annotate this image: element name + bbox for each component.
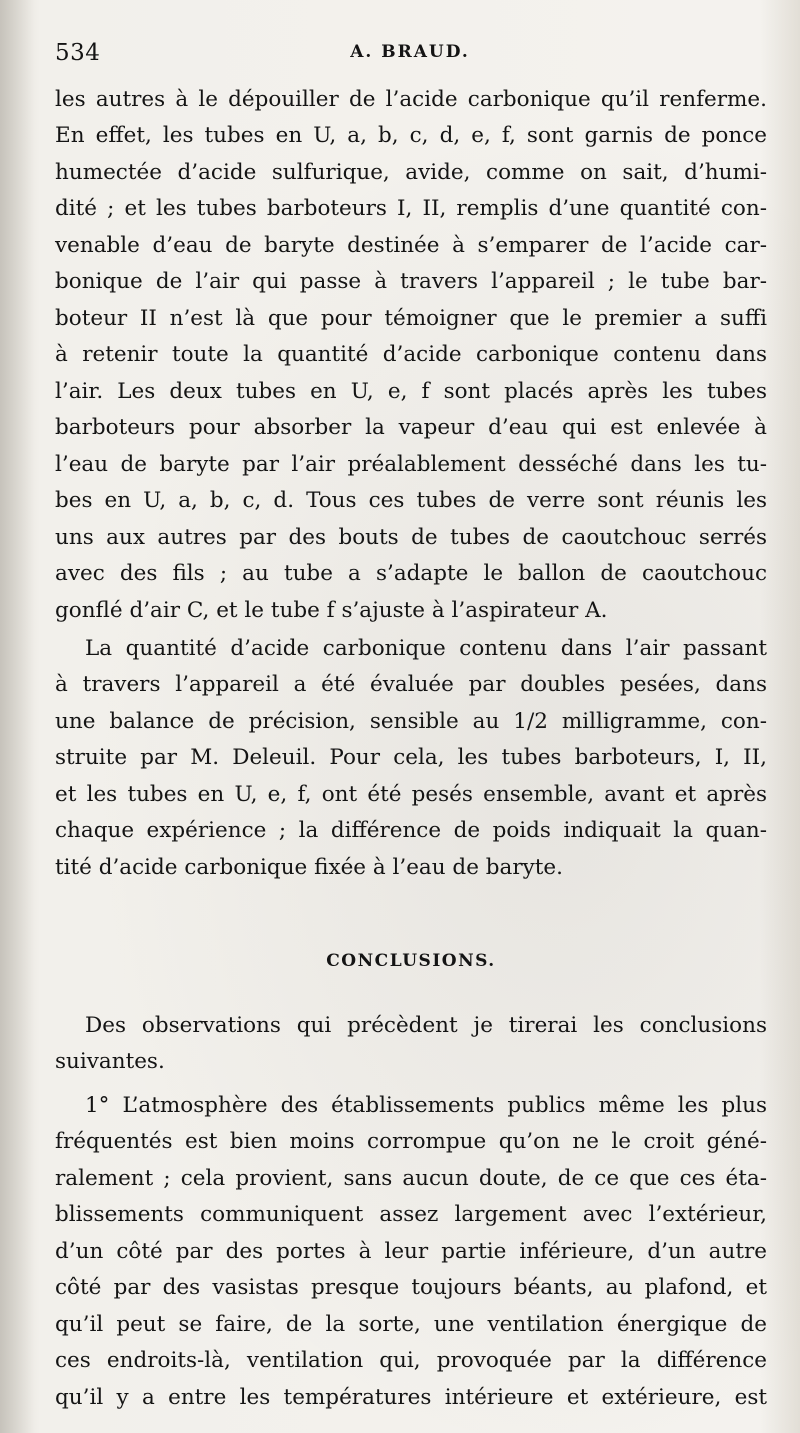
text-line: barboteurs pour absorber la vapeur d’eau qui est enlevée à — [55, 415, 767, 440]
text-line: dité ; et les tubes barboteurs I, II, remplis d’une quantité con- — [55, 196, 767, 221]
text-line: ces endroits-là, ventilation qui, provoquée par la différence — [55, 1348, 767, 1373]
page-gutter-shadow — [0, 0, 34, 1433]
text-line: bes en U, a, b, c, d. Tous ces tubes de verre sont réunis les — [55, 488, 767, 513]
text-line: fréquentés est bien moins corrompue qu’on ne le croit géné- — [55, 1129, 767, 1154]
text-line: gonflé d’air C, et le tube f s’ajuste à l’aspirateur A. — [55, 598, 608, 623]
text-line: à retenir toute la quantité d’acide carbonique contenu dans — [55, 342, 767, 367]
text-line: avec des fils ; au tube a s’adapte le ballon de caoutchouc — [55, 561, 767, 586]
text-line: boteur II n’est là que pour témoigner que le premier a suffi — [55, 306, 767, 331]
text-line: qu’il peut se faire, de la sorte, une ventilation énergique de — [55, 1312, 767, 1337]
running-head: A. BRAUD. — [350, 42, 470, 62]
text-line: La quantité d’acide carbonique contenu dans l’air passant — [85, 636, 767, 661]
text-line: les autres à le dépouiller de l’acide carbonique qu’il renferme. — [55, 87, 767, 112]
text-line: En effet, les tubes en U, a, b, c, d, e, f, sont garnis de ponce — [55, 123, 767, 148]
section-heading: CONCLUSIONS. — [326, 951, 496, 971]
text-line: l’eau de baryte par l’air préalablement desséché dans les tu- — [55, 452, 767, 477]
text-line: qu’il y a entre les températures intérieure et extérieure, est — [55, 1385, 767, 1410]
text-line: uns aux autres par des bouts de tubes de caoutchouc serrés — [55, 525, 767, 550]
text-line: tité d’acide carbonique fixée à l’eau de baryte. — [55, 855, 563, 880]
text-line: humectée d’acide sulfurique, avide, comme on sait, d’humi- — [55, 160, 767, 185]
text-line: côté par des vasistas presque toujours béants, au plafond, et — [55, 1275, 767, 1300]
text-line: et les tubes en U, e, f, ont été pesés ensemble, avant et après — [55, 782, 767, 807]
text-line: venable d’eau de baryte destinée à s’emparer de l’acide car- — [55, 233, 767, 258]
page-header — [55, 40, 765, 74]
text-line: une balance de précision, sensible au 1/2 milligramme, con- — [55, 709, 767, 734]
text-line: struite par M. Deleuil. Pour cela, les tubes barboteurs, I, II, — [55, 745, 767, 770]
text-line: 1° L’atmosphère des établissements publics même les plus — [85, 1093, 767, 1118]
page-number: 534 — [55, 40, 101, 66]
text-line: suivantes. — [55, 1049, 165, 1074]
text-line: d’un côté par des portes à leur partie inférieure, d’un autre — [55, 1239, 767, 1264]
text-line: l’air. Les deux tubes en U, e, f sont placés après les tubes — [55, 379, 767, 404]
text-line: chaque expérience ; la différence de poids indiquait la quan- — [55, 818, 767, 843]
text-line: à travers l’appareil a été évaluée par doubles pesées, dans — [55, 672, 767, 697]
text-line: ralement ; cela provient, sans aucun doute, de ce que ces éta- — [55, 1166, 767, 1191]
text-line: bonique de l’air qui passe à travers l’appareil ; le tube bar- — [55, 269, 767, 294]
text-line: blissements communiquent assez largement avec l’extérieur, — [55, 1202, 767, 1227]
text-line: Des observations qui précèdent je tirerai les conclusions — [85, 1013, 767, 1038]
